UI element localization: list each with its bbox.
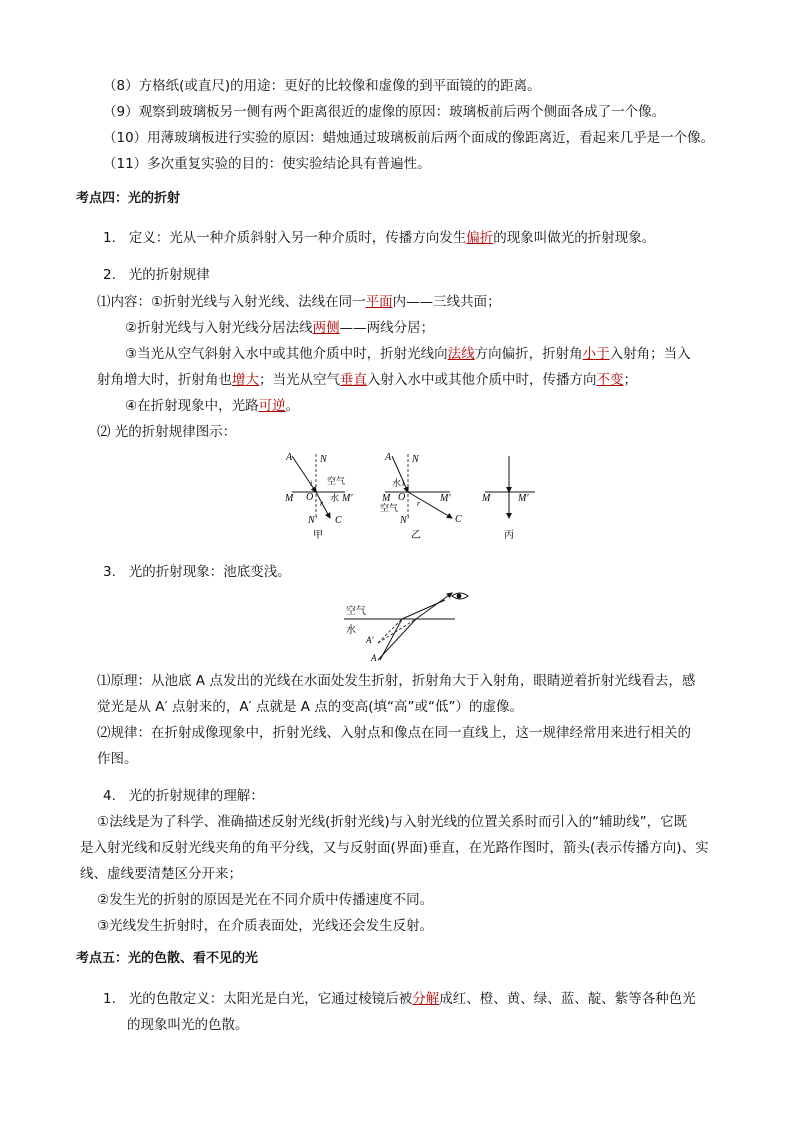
understanding-title-text: 光的折射规律的理解：	[128, 788, 264, 804]
definition-text: 定义：光从一种介质斜射入另一种介质时，传播方向发生	[128, 230, 467, 246]
diagram-yi	[380, 452, 462, 541]
label-r: r	[320, 499, 324, 508]
law-content-1	[97, 293, 501, 311]
label-i: i	[402, 479, 405, 488]
answer-blank: 平面	[365, 294, 393, 310]
label-m-prime: M′	[342, 493, 353, 504]
definition-line	[103, 229, 655, 247]
caption-jia: 甲	[313, 530, 323, 541]
item-number: 4.	[103, 788, 116, 804]
law-text: ——两线分居；	[339, 320, 435, 336]
answer-blank: 法线	[447, 346, 475, 362]
understanding-line-1: ①法线是为了科学、准确描述反射光线(折射光线)与入射光线的位置关系时而引入的“辅助线”，它既	[97, 814, 688, 830]
law-text: ⑴内容：①折射光线与入射光线、法线在同一	[97, 294, 366, 310]
dispersion-definition-line-2: 的现象叫光的色散。	[127, 1017, 249, 1033]
label-air: 空气	[380, 504, 399, 514]
law-text: 方向偏折，折射角	[474, 346, 583, 362]
law-title	[103, 266, 210, 284]
law-content-3	[125, 345, 691, 363]
understanding-line-4: ②发生光的折射的原因是光在不同介质中传播速度不同。	[97, 892, 434, 908]
law-content-2	[125, 319, 434, 337]
rule-line-1: ⑵规律：在折射成像现象中，折射光线、入射点和像点在同一直线上，这一规律经常用来进行相关的	[97, 725, 691, 741]
law-text: 。	[285, 398, 300, 414]
answer-blank: 偏折	[466, 230, 494, 246]
answer-blank: 可逆	[258, 398, 286, 414]
dispersion-text: 光的色散定义：太阳光是白光，它通过棱镜后被	[128, 991, 413, 1007]
label-m-prime: M′	[440, 493, 451, 504]
answer-blank: 不变	[596, 372, 624, 388]
label-a: A	[371, 653, 377, 663]
label-air: 空气	[327, 477, 346, 487]
label-m: M	[382, 493, 391, 504]
label-c: C	[335, 515, 342, 526]
caption-bing: 丙	[504, 530, 514, 541]
answer-blank: 分解	[412, 991, 440, 1007]
answer-blank: 垂直	[340, 372, 367, 388]
label-n: N	[320, 454, 327, 465]
label-water: 水	[330, 494, 340, 504]
principle-line-2: 觉光是从 A′ 点射来的，A′ 点就是 A 点的变高(填“高”或“低”）的虚像。	[97, 699, 524, 715]
understanding-title	[103, 787, 264, 805]
phenomenon-title	[103, 563, 291, 581]
diagram-jia	[284, 452, 353, 541]
refraction-law-diagram	[280, 450, 550, 545]
law-text: 内——三线共面；	[392, 294, 501, 310]
item-number: 1.	[103, 230, 116, 246]
label-o: O	[398, 492, 406, 503]
law-text: ②折射光线与入射光线分居法线	[125, 320, 313, 336]
answer-blank: 两侧	[312, 320, 340, 336]
answer-blank: 小于	[582, 346, 610, 362]
item-number: 2.	[103, 267, 116, 283]
law-content-5	[125, 397, 299, 415]
label-m: M	[482, 493, 491, 504]
section-heading-refraction: 考点四：光的折射	[76, 191, 181, 206]
law-text: 射角增大时，折射角也	[97, 372, 232, 388]
item-number: 3.	[103, 564, 116, 580]
intro-line-8: （8）方格纸(或直尺)的用途：更好的比较像和虚像的到平面镜的的距离。	[103, 78, 541, 94]
rule-line-2: 作图。	[97, 751, 138, 767]
label-water: 水	[392, 479, 402, 489]
label-n-prime: N′	[308, 515, 317, 526]
law-text: ；	[623, 372, 637, 388]
law-content-4	[97, 371, 637, 389]
label-a: A	[385, 452, 392, 463]
label-n-prime: N′	[400, 515, 409, 526]
label-m: M	[285, 493, 294, 504]
label-a: A	[286, 452, 293, 463]
section-heading-dispersion: 考点五：光的色散、看不见的光	[76, 951, 259, 966]
dispersion-text: 成红、橙、黄、绿、蓝、靛、紫等各种色光	[439, 991, 696, 1007]
law-text: 入射入水中或其他介质中时，传播方向	[367, 372, 597, 388]
principle-line-1: ⑴原理：从池底 A 点发出的光线在水面处发生折射，折射角大于入射角，眼睛逆着折射光线看去，感	[97, 673, 696, 689]
intro-line-9: （9）观察到玻璃板另一侧有两个距离很近的虚像的原因：玻璃板前后两个侧面各成了一个像。	[103, 104, 666, 120]
understanding-line-2: 是入射光线和反射光线夹角的角平分线，又与反射面(界面)垂直，在光路作图时，箭头(表示传播方向)、实	[80, 840, 709, 856]
definition-text-end: 的现象叫做光的折射现象。	[493, 230, 656, 246]
caption-yi: 乙	[411, 530, 421, 541]
label-air: 空气	[346, 606, 366, 617]
pool-depth-diagram	[340, 588, 475, 664]
label-r: r	[417, 499, 421, 508]
understanding-line-5: ③光线发生折射时，在介质表面处，光线还会发生反射。	[97, 918, 434, 934]
label-m-prime: M′	[518, 493, 529, 504]
law-text: 入射角；当入	[609, 346, 691, 362]
label-o: O	[306, 492, 314, 503]
item-number: 1.	[103, 991, 116, 1007]
label-a-prime: A′	[366, 635, 374, 645]
phenomenon-text: 光的折射现象：池底变浅。	[128, 564, 291, 580]
law-text: ；当光从空气	[259, 372, 340, 388]
dispersion-definition-line-1	[103, 990, 696, 1008]
label-c: C	[455, 514, 462, 525]
label-water: 水	[346, 625, 356, 636]
figure-title: ⑵ 光的折射规律图示：	[97, 424, 237, 440]
law-text: ④在折射现象中，光路	[125, 398, 259, 414]
law-text: ③当光从空气斜射入水中或其他介质中时，折射光线向	[125, 346, 448, 362]
understanding-line-3: 线、虚线要清楚区分开来；	[80, 866, 242, 882]
intro-line-11: （11）多次重复实验的目的：使实验结论具有普遍性。	[103, 156, 431, 172]
diagram-bing	[481, 456, 535, 541]
answer-blank: 增大	[232, 372, 259, 388]
intro-line-10: （10）用薄玻璃板进行实验的原因：蜡烛通过玻璃板前后两个面成的像距离近，看起来几乎是一个像。	[103, 130, 715, 146]
label-n: N	[412, 454, 419, 465]
label-i: i	[310, 479, 313, 488]
law-title-text: 光的折射规律	[128, 267, 210, 283]
